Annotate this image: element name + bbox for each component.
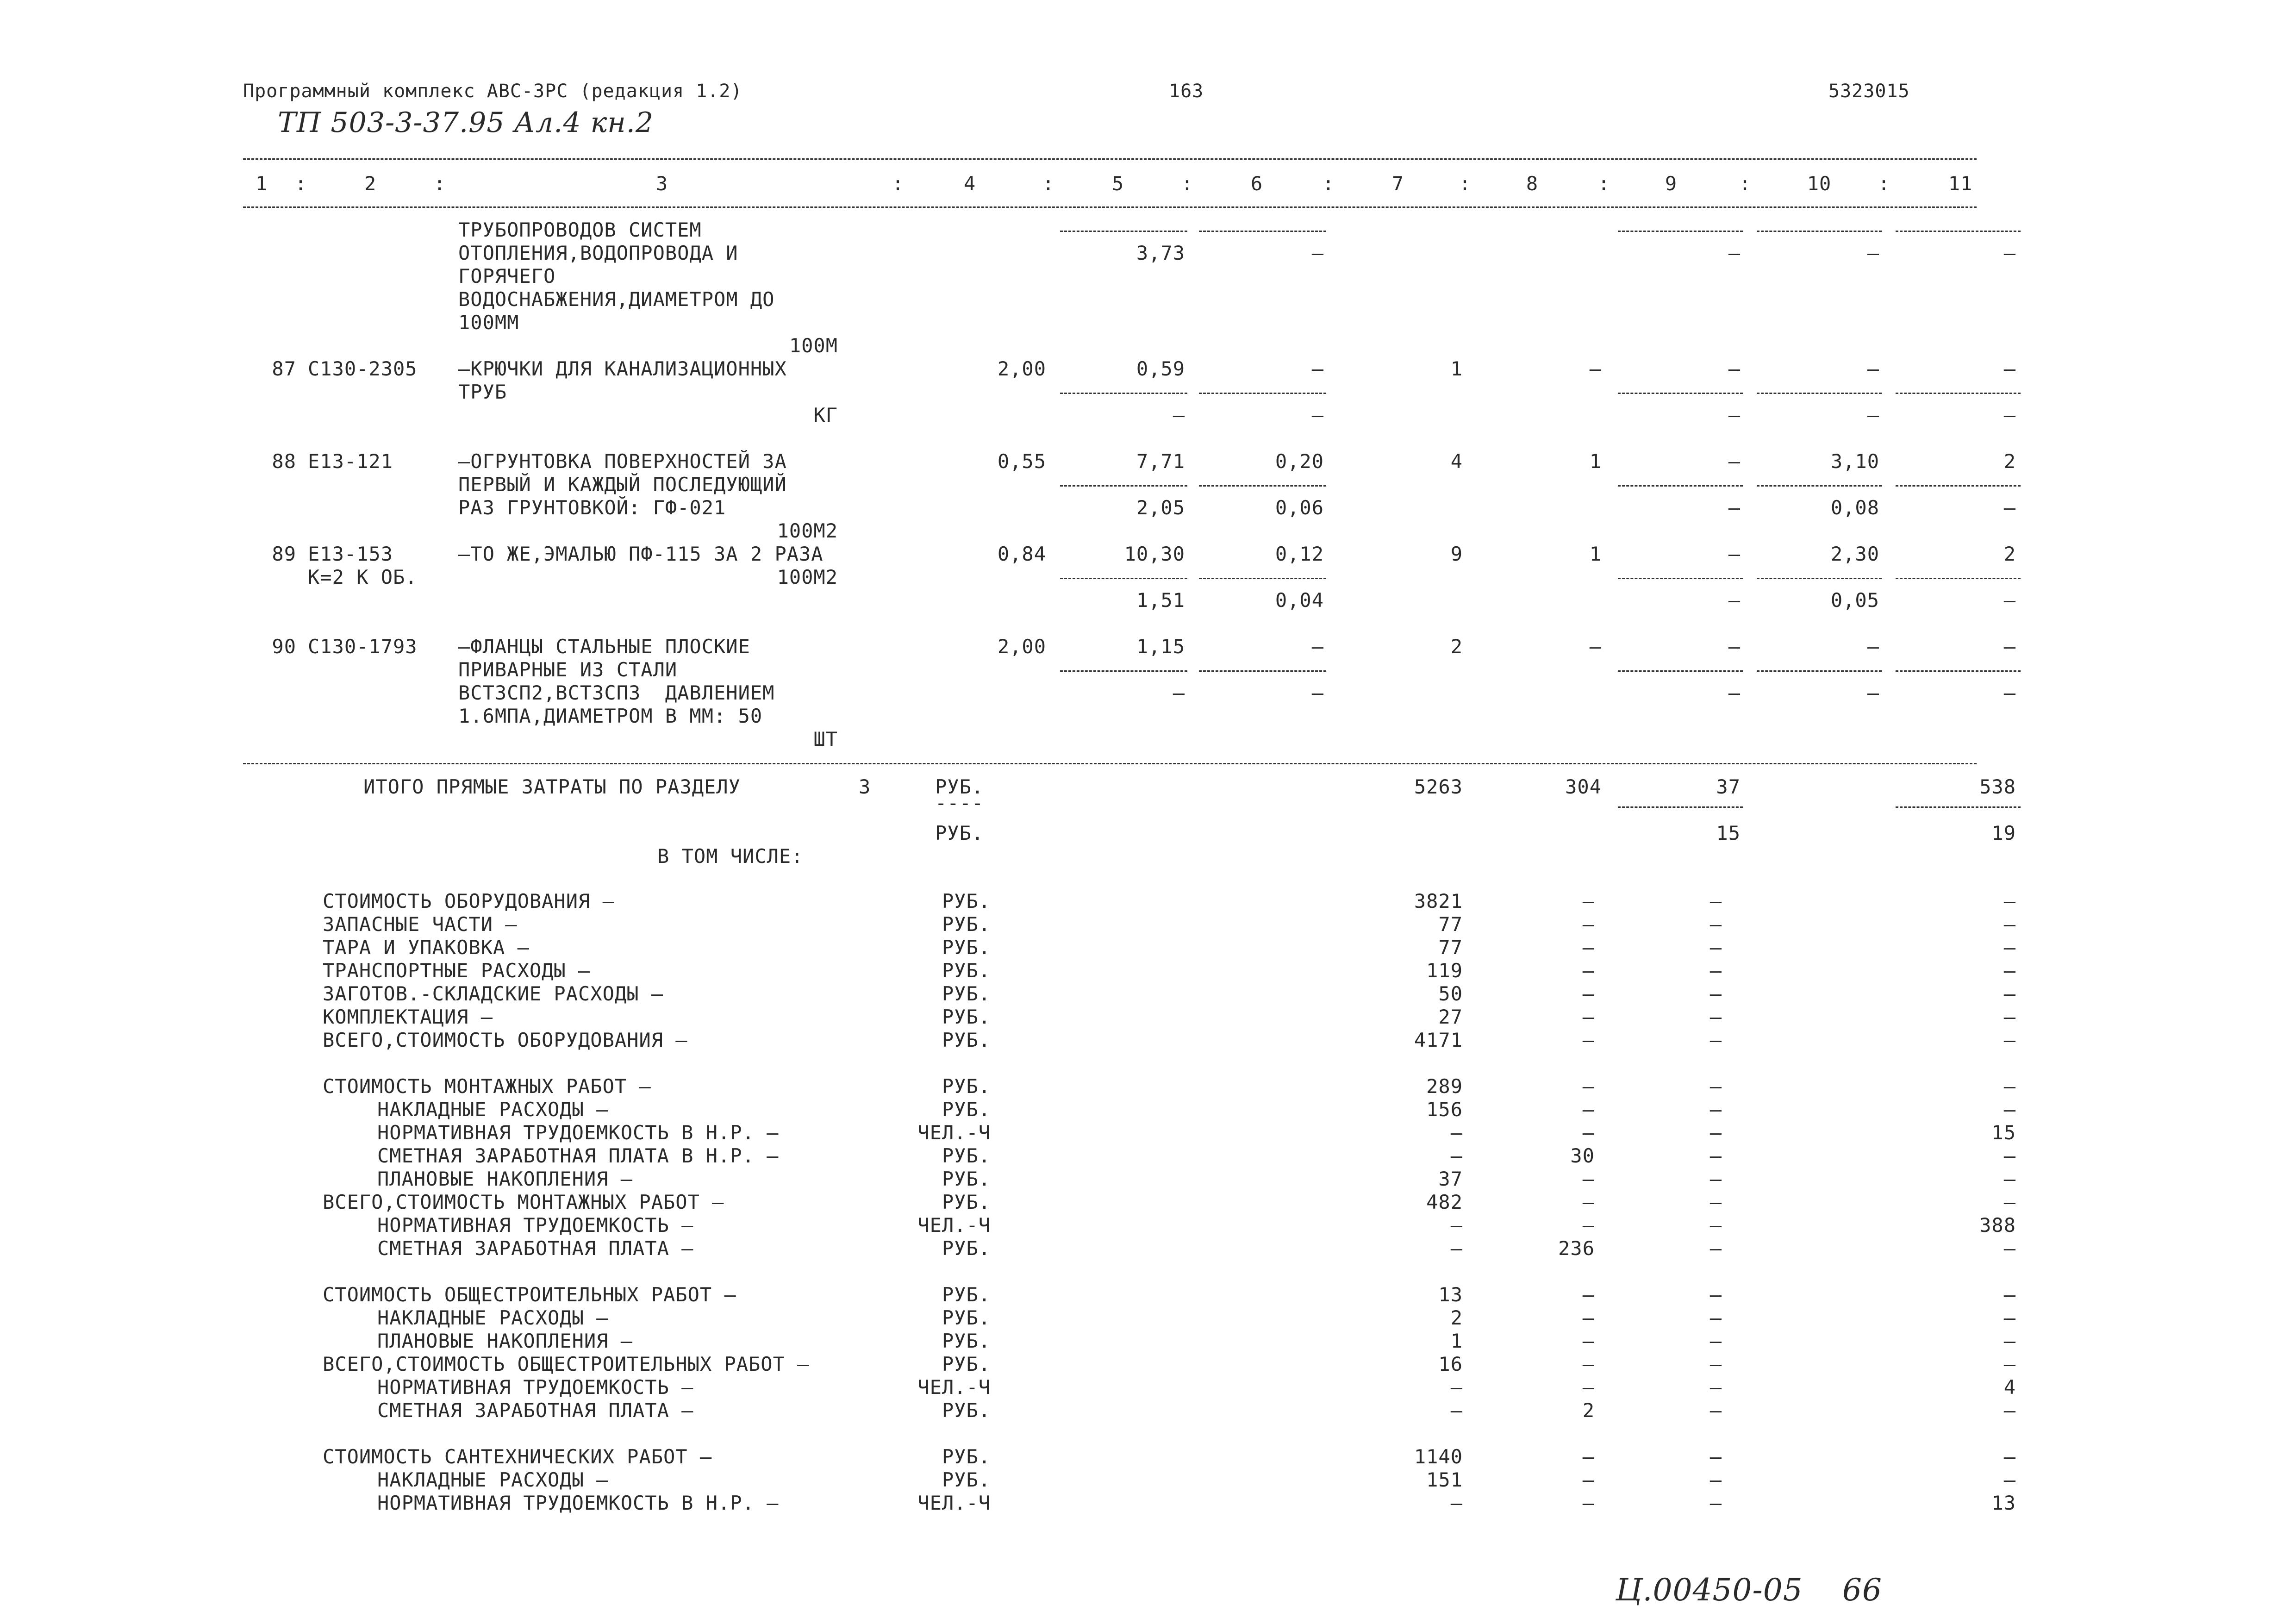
fraction-divider (1896, 670, 2021, 672)
summary-unit: РУБ. (942, 1399, 991, 1422)
cell-c6b: 0,06 (1275, 496, 1324, 519)
summary-c11: – (2003, 913, 2016, 936)
cell-c9b: – (1728, 404, 1741, 426)
cell-c11: – (2003, 357, 2016, 380)
summary-unit: РУБ. (942, 1283, 991, 1306)
summary-c9: – (1710, 1445, 1722, 1468)
summary-unit: РУБ. (942, 913, 991, 936)
page-number: 163 (1169, 81, 1204, 102)
item-code: С130-1793 (308, 635, 418, 658)
cell-c4: 2,00 (997, 635, 1046, 658)
summary-c7: – (1450, 1376, 1463, 1399)
summary-c8: – (1582, 1330, 1595, 1352)
cell-c9: – (1728, 543, 1741, 565)
total-c11: 538 (1979, 775, 2016, 798)
cell-c6b: – (1311, 681, 1324, 704)
item-code: С130-2305 (308, 357, 418, 380)
summary-c9: – (1710, 913, 1722, 936)
summary-c9: – (1710, 1237, 1722, 1260)
item-description: ТРУБ (458, 381, 507, 403)
column-separator: : (1322, 172, 1335, 195)
fraction-divider (1618, 578, 1743, 579)
summary-unit: РУБ. (942, 1306, 991, 1329)
total-c7: 5263 (1414, 775, 1463, 798)
summary-label: НОРМАТИВНАЯ ТРУДОЕМКОСТЬ В Н.Р. – (377, 1492, 779, 1514)
summary-c7: 156 (1426, 1098, 1463, 1121)
column-separator: : (294, 172, 307, 195)
summary-c7: 27 (1438, 1006, 1463, 1028)
cell-c5b: 1,51 (1136, 589, 1185, 612)
cell-c10: – (1867, 357, 1879, 380)
summary-label: ПЛАНОВЫЕ НАКОПЛЕНИЯ – (377, 1168, 633, 1190)
fraction-divider (1060, 670, 1187, 672)
cell-c11: – (2003, 635, 2016, 658)
total-c11-lower: 19 (1991, 822, 2016, 844)
summary-label: НАКЛАДНЫЕ РАСХОДЫ – (377, 1306, 609, 1329)
fraction-divider (1060, 231, 1187, 232)
item-description: ВСТ3СП2,ВСТ3СП3 ДАВЛЕНИЕМ (458, 681, 775, 704)
summary-unit: ЧЕЛ.-Ч (917, 1121, 991, 1144)
cell-c7: 4 (1450, 450, 1463, 473)
summary-unit: РУБ. (942, 936, 991, 959)
cell-c5b: 3,73 (1136, 242, 1185, 264)
item-description: –ТО ЖЕ,ЭМАЛЬЮ ПФ-115 ЗА 2 РАЗА (458, 543, 824, 565)
summary-c7: 13 (1438, 1283, 1463, 1306)
total-c9: 37 (1716, 775, 1741, 798)
summary-label: СТОИМОСТЬ ОБОРУДОВАНИЯ – (323, 890, 615, 912)
summary-c11: – (2003, 1306, 2016, 1329)
summary-label: НОРМАТИВНАЯ ТРУДОЕМКОСТЬ В Н.Р. – (377, 1121, 779, 1144)
cell-c5b: 2,05 (1136, 496, 1185, 519)
summary-c7: – (1450, 1214, 1463, 1237)
fraction-divider (1896, 231, 2021, 232)
header-top-rule (243, 158, 1977, 160)
item-code: Е13-121 (308, 450, 393, 473)
cell-c4: 2,00 (997, 357, 1046, 380)
total-section-number: 3 (859, 775, 871, 798)
summary-c8: – (1582, 1283, 1595, 1306)
summary-label: ВСЕГО,СТОИМОСТЬ ОБЩЕСТРОИТЕЛЬНЫХ РАБОТ – (323, 1353, 810, 1375)
item-unit: ШТ (813, 728, 838, 750)
item-description: ПЕРВЫЙ И КАЖДЫЙ ПОСЛЕДУЮЩИЙ (458, 473, 787, 496)
summary-label: НОРМАТИВНАЯ ТРУДОЕМКОСТЬ – (377, 1214, 694, 1237)
summary-c11: – (2003, 1168, 2016, 1190)
summary-c11: – (2003, 1029, 2016, 1051)
cell-c9: – (1728, 450, 1741, 473)
item-number: 89 (272, 543, 296, 565)
cell-c7: 1 (1450, 357, 1463, 380)
fraction-divider (1896, 393, 2021, 394)
summary-unit: ЧЕЛ.-Ч (917, 1214, 991, 1237)
totals-rule (243, 763, 1977, 764)
fraction-divider (1618, 806, 1743, 808)
summary-unit: РУБ. (942, 1144, 991, 1167)
fraction-divider (1618, 485, 1743, 487)
summary-c9: – (1710, 1191, 1722, 1213)
cell-c6: – (1311, 635, 1324, 658)
fraction-divider (1060, 578, 1187, 579)
summary-c7: 1 (1450, 1330, 1463, 1352)
summary-label: КОМПЛЕКТАЦИЯ – (323, 1006, 493, 1028)
summary-c11: – (2003, 1237, 2016, 1260)
summary-c8: – (1582, 1468, 1595, 1491)
cell-c10b: – (1867, 242, 1879, 264)
summary-c9: – (1710, 982, 1722, 1005)
summary-c8: – (1582, 913, 1595, 936)
fraction-divider (1199, 393, 1326, 394)
program-title: Программный комплекс АВС-3РС (редакция 1.2) (243, 81, 742, 102)
summary-c9: – (1710, 1330, 1722, 1352)
summary-unit: РУБ. (942, 1445, 991, 1468)
item-unit: 100М2 (777, 519, 838, 542)
fraction-divider (1757, 670, 1882, 672)
column-header-7: 7 (1391, 172, 1404, 195)
summary-c11: – (2003, 1399, 2016, 1422)
cell-c11b: – (2003, 242, 2016, 264)
summary-c7: 289 (1426, 1075, 1463, 1098)
cell-c10: – (1867, 635, 1879, 658)
header-bottom-rule (243, 206, 1977, 208)
summary-unit: ЧЕЛ.-Ч (917, 1492, 991, 1514)
item-description: ОТОПЛЕНИЯ,ВОДОПРОВОДА И (458, 242, 738, 264)
summary-c9: – (1710, 1006, 1722, 1028)
cell-c5: 7,71 (1136, 450, 1185, 473)
summary-c9: – (1710, 1168, 1722, 1190)
fraction-divider (1060, 393, 1187, 394)
cell-c6b: – (1311, 404, 1324, 426)
fraction-divider (1757, 578, 1882, 579)
item-unit: 100М (789, 334, 838, 357)
summary-unit: РУБ. (942, 1075, 991, 1098)
summary-label: ТРАНСПОРТНЫЕ РАСХОДЫ – (323, 959, 591, 982)
summary-c7: 77 (1438, 913, 1463, 936)
cell-c5b: – (1173, 681, 1185, 704)
column-header-8: 8 (1526, 172, 1539, 195)
cell-c9: – (1728, 357, 1741, 380)
summary-c9: – (1710, 936, 1722, 959)
summary-c7: 1140 (1414, 1445, 1463, 1468)
item-description: –ФЛАНЦЫ СТАЛЬНЫЕ ПЛОСКИЕ (458, 635, 750, 658)
column-header-2: 2 (364, 172, 377, 195)
column-separator: : (1042, 172, 1055, 195)
handwritten-archive-code: Ц.00450-05 (1616, 1572, 1803, 1608)
summary-label: ЗАПАСНЫЕ ЧАСТИ – (323, 913, 518, 936)
cell-c9b: – (1728, 242, 1741, 264)
cell-c5: 0,59 (1136, 357, 1185, 380)
summary-label: ВСЕГО,СТОИМОСТЬ МОНТАЖНЫХ РАБОТ – (323, 1191, 724, 1213)
summary-c8: – (1582, 1191, 1595, 1213)
column-header-6: 6 (1250, 172, 1263, 195)
summary-c8: – (1582, 1121, 1595, 1144)
cell-c11b: – (2003, 681, 2016, 704)
summary-c8: – (1582, 1353, 1595, 1375)
cell-c9b: – (1728, 681, 1741, 704)
total-unit: РУБ. (935, 775, 984, 798)
cell-c11b: – (2003, 496, 2016, 519)
fraction-divider (1618, 231, 1743, 232)
summary-c8: – (1582, 982, 1595, 1005)
summary-unit: РУБ. (942, 1237, 991, 1260)
summary-c7: 4171 (1414, 1029, 1463, 1051)
summary-c7: – (1450, 1237, 1463, 1260)
fraction-divider (1896, 806, 2021, 808)
item-code-note: К=2 К ОБ. (308, 566, 418, 588)
summary-label: СТОИМОСТЬ МОНТАЖНЫХ РАБОТ – (323, 1075, 651, 1098)
summary-c11: – (2003, 1191, 2016, 1213)
summary-c9: – (1710, 1399, 1722, 1422)
summary-c8: – (1582, 1376, 1595, 1399)
fraction-divider (1757, 485, 1882, 487)
summary-c9: – (1710, 1492, 1722, 1514)
column-separator: : (1878, 172, 1890, 195)
item-number: 87 (272, 357, 296, 380)
summary-c8: – (1582, 1445, 1595, 1468)
fraction-divider (1199, 485, 1326, 487)
summary-label: НАКЛАДНЫЕ РАСХОДЫ – (377, 1468, 609, 1491)
summary-c7: 16 (1438, 1353, 1463, 1375)
summary-unit: РУБ. (942, 1191, 991, 1213)
summary-c8: 30 (1570, 1144, 1595, 1167)
summary-unit: РУБ. (942, 1029, 991, 1051)
cell-c11b: – (2003, 404, 2016, 426)
item-description: ВОДОСНАБЖЕНИЯ,ДИАМЕТРОМ ДО (458, 288, 775, 311)
total-unit-lower: РУБ. (935, 822, 984, 844)
cell-c7: 9 (1450, 543, 1463, 565)
summary-c9: – (1710, 1353, 1722, 1375)
cell-c7: 2 (1450, 635, 1463, 658)
column-header-5: 5 (1111, 172, 1124, 195)
cell-c9b: – (1728, 496, 1741, 519)
summary-c11: – (2003, 959, 2016, 982)
summary-c11: – (2003, 1330, 2016, 1352)
fraction-divider (1618, 670, 1743, 672)
cell-c6: 0,20 (1275, 450, 1324, 473)
summary-c8: – (1582, 1214, 1595, 1237)
summary-c11: – (2003, 1283, 2016, 1306)
summary-c11: 13 (1991, 1492, 2016, 1514)
summary-c8: – (1582, 959, 1595, 982)
cell-c8: – (1589, 635, 1602, 658)
item-number: 90 (272, 635, 296, 658)
summary-c8: – (1582, 1006, 1595, 1028)
cell-c11b: – (2003, 589, 2016, 612)
total-c8: 304 (1565, 775, 1602, 798)
summary-c9: – (1710, 1376, 1722, 1399)
column-header-4: 4 (963, 172, 976, 195)
cell-c11: 2 (2003, 543, 2016, 565)
summary-label: НАКЛАДНЫЕ РАСХОДЫ – (377, 1098, 609, 1121)
summary-c11: – (2003, 890, 2016, 912)
cell-c6b: – (1311, 242, 1324, 264)
summary-c7: 77 (1438, 936, 1463, 959)
item-description: РАЗ ГРУНТОВКОЙ: ГФ-021 (458, 496, 726, 519)
item-description: –КРЮЧКИ ДЛЯ КАНАЛИЗАЦИОННЫХ (458, 357, 787, 380)
summary-label: НОРМАТИВНАЯ ТРУДОЕМКОСТЬ – (377, 1376, 694, 1399)
summary-c7: 151 (1426, 1468, 1463, 1491)
cell-c6: – (1311, 357, 1324, 380)
summary-c11: – (2003, 1445, 2016, 1468)
column-header-10: 10 (1807, 172, 1832, 195)
summary-label: ЗАГОТОВ.-СКЛАДСКИЕ РАСХОДЫ – (323, 982, 664, 1005)
summary-c11: 388 (1979, 1214, 2016, 1237)
summary-c7: 37 (1438, 1168, 1463, 1190)
summary-c9: – (1710, 890, 1722, 912)
fraction-divider (1199, 578, 1326, 579)
cell-c11: 2 (2003, 450, 2016, 473)
summary-c7: – (1450, 1399, 1463, 1422)
summary-c11: – (2003, 1353, 2016, 1375)
fraction-divider (1618, 393, 1743, 394)
fraction-divider (1896, 485, 2021, 487)
summary-c9: – (1710, 1029, 1722, 1051)
cell-c4: 0,84 (997, 543, 1046, 565)
summary-c7: 2 (1450, 1306, 1463, 1329)
cell-c5: 1,15 (1136, 635, 1185, 658)
item-description: ПРИВАРНЫЕ ИЗ СТАЛИ (458, 658, 678, 681)
summary-c11: – (2003, 1006, 2016, 1028)
cell-c10b: 0,05 (1830, 589, 1879, 612)
summary-label: СТОИМОСТЬ ОБЩЕСТРОИТЕЛЬНЫХ РАБОТ – (323, 1283, 736, 1306)
summary-label: СТОИМОСТЬ САНТЕХНИЧЕСКИХ РАБОТ – (323, 1445, 712, 1468)
summary-label: ПЛАНОВЫЕ НАКОПЛЕНИЯ – (377, 1330, 633, 1352)
summary-unit: РУБ. (942, 1098, 991, 1121)
cell-c4: 0,55 (997, 450, 1046, 473)
cell-c8: – (1589, 357, 1602, 380)
including-label: В ТОМ ЧИСЛЕ: (657, 845, 804, 868)
cell-c8: 1 (1589, 450, 1602, 473)
column-separator: : (1739, 172, 1752, 195)
summary-c8: – (1582, 890, 1595, 912)
summary-c11: – (2003, 1098, 2016, 1121)
summary-c11: 15 (1991, 1121, 2016, 1144)
summary-unit: РУБ. (942, 1468, 991, 1491)
cell-c10: 2,30 (1830, 543, 1879, 565)
fraction-divider (1757, 393, 1882, 394)
summary-c7: – (1450, 1121, 1463, 1144)
summary-c7: 50 (1438, 982, 1463, 1005)
cell-c6b: 0,04 (1275, 589, 1324, 612)
fraction-divider (1896, 578, 2021, 579)
summary-unit: РУБ. (942, 1330, 991, 1352)
item-description: ГОРЯЧЕГО (458, 265, 556, 287)
fraction-divider (1199, 231, 1326, 232)
summary-c9: – (1710, 1144, 1722, 1167)
cell-c10: 3,10 (1830, 450, 1879, 473)
summary-unit: РУБ. (942, 959, 991, 982)
doc-code: 5323015 (1828, 81, 1910, 102)
summary-c9: – (1710, 1121, 1722, 1144)
item-number: 88 (272, 450, 296, 473)
item-description: 1.6МПА,ДИАМЕТРОМ В ММ: 50 (458, 705, 763, 727)
summary-unit: ЧЕЛ.-Ч (917, 1376, 991, 1399)
summary-c7: 3821 (1414, 890, 1463, 912)
summary-unit: РУБ. (942, 890, 991, 912)
summary-c7: – (1450, 1492, 1463, 1514)
cell-c8: 1 (1589, 543, 1602, 565)
summary-c7: 482 (1426, 1191, 1463, 1213)
cell-c10b: – (1867, 681, 1879, 704)
summary-c9: – (1710, 1098, 1722, 1121)
summary-label: СМЕТНАЯ ЗАРАБОТНАЯ ПЛАТА – (377, 1399, 694, 1422)
summary-unit: РУБ. (942, 982, 991, 1005)
item-unit: 100М2 (777, 566, 838, 588)
item-description: –ОГРУНТОВКА ПОВЕРХНОСТЕЙ ЗА (458, 450, 787, 473)
fraction-divider (1757, 231, 1882, 232)
cell-c10b: 0,08 (1830, 496, 1879, 519)
summary-label: ТАРА И УПАКОВКА – (323, 936, 530, 959)
summary-c8: – (1582, 1492, 1595, 1514)
column-separator: : (1181, 172, 1194, 195)
summary-unit: РУБ. (942, 1006, 991, 1028)
summary-c9: – (1710, 1214, 1722, 1237)
summary-c9: – (1710, 1283, 1722, 1306)
summary-c7: 119 (1426, 959, 1463, 982)
summary-unit: РУБ. (942, 1353, 991, 1375)
cell-c6: 0,12 (1275, 543, 1324, 565)
handwritten-reference: ТП 503-3-37.95 Ал.4 кн.2 (278, 106, 654, 139)
summary-c11: – (2003, 936, 2016, 959)
summary-label: СМЕТНАЯ ЗАРАБОТНАЯ ПЛАТА В Н.Р. – (377, 1144, 779, 1167)
summary-c8: – (1582, 1306, 1595, 1329)
column-separator: : (892, 172, 905, 195)
summary-label: ВСЕГО,СТОИМОСТЬ ОБОРУДОВАНИЯ – (323, 1029, 688, 1051)
summary-c7: – (1450, 1144, 1463, 1167)
summary-c11: 4 (2003, 1376, 2016, 1399)
item-unit: КГ (813, 404, 838, 426)
total-c9-lower: 15 (1716, 822, 1741, 844)
cell-c9b: – (1728, 589, 1741, 612)
column-separator: : (1459, 172, 1472, 195)
column-header-9: 9 (1665, 172, 1678, 195)
summary-c8: 236 (1558, 1237, 1595, 1260)
column-header-11: 11 (1948, 172, 1973, 195)
summary-c8: – (1582, 1098, 1595, 1121)
total-unit-dash: ---- (935, 792, 984, 814)
summary-c8: – (1582, 1075, 1595, 1098)
item-description: 100ММ (458, 311, 519, 334)
cell-c9: – (1728, 635, 1741, 658)
handwritten-page-number: 66 (1842, 1572, 1882, 1608)
summary-c11: – (2003, 982, 2016, 1005)
summary-c8: – (1582, 936, 1595, 959)
item-code: Е13-153 (308, 543, 393, 565)
fraction-divider (1199, 670, 1326, 672)
summary-c11: – (2003, 1144, 2016, 1167)
summary-c9: – (1710, 1306, 1722, 1329)
summary-c8: 2 (1582, 1399, 1595, 1422)
column-separator: : (1597, 172, 1610, 195)
summary-label: СМЕТНАЯ ЗАРАБОТНАЯ ПЛАТА – (377, 1237, 694, 1260)
summary-c9: – (1710, 959, 1722, 982)
cell-c5b: – (1173, 404, 1185, 426)
summary-c9: – (1710, 1075, 1722, 1098)
column-header-1: 1 (255, 172, 268, 195)
summary-c8: – (1582, 1029, 1595, 1051)
summary-c8: – (1582, 1168, 1595, 1190)
total-label: ИТОГО ПРЯМЫЕ ЗАТРАТЫ ПО РАЗДЕЛУ (363, 775, 741, 798)
fraction-divider (1060, 485, 1187, 487)
item-description: ТРУБОПРОВОДОВ СИСТЕМ (458, 219, 702, 241)
cell-c10b: – (1867, 404, 1879, 426)
column-header-3: 3 (655, 172, 668, 195)
cell-c5: 10,30 (1124, 543, 1185, 565)
summary-c11: – (2003, 1468, 2016, 1491)
summary-c9: – (1710, 1468, 1722, 1491)
summary-unit: РУБ. (942, 1168, 991, 1190)
column-separator: : (433, 172, 446, 195)
summary-c11: – (2003, 1075, 2016, 1098)
